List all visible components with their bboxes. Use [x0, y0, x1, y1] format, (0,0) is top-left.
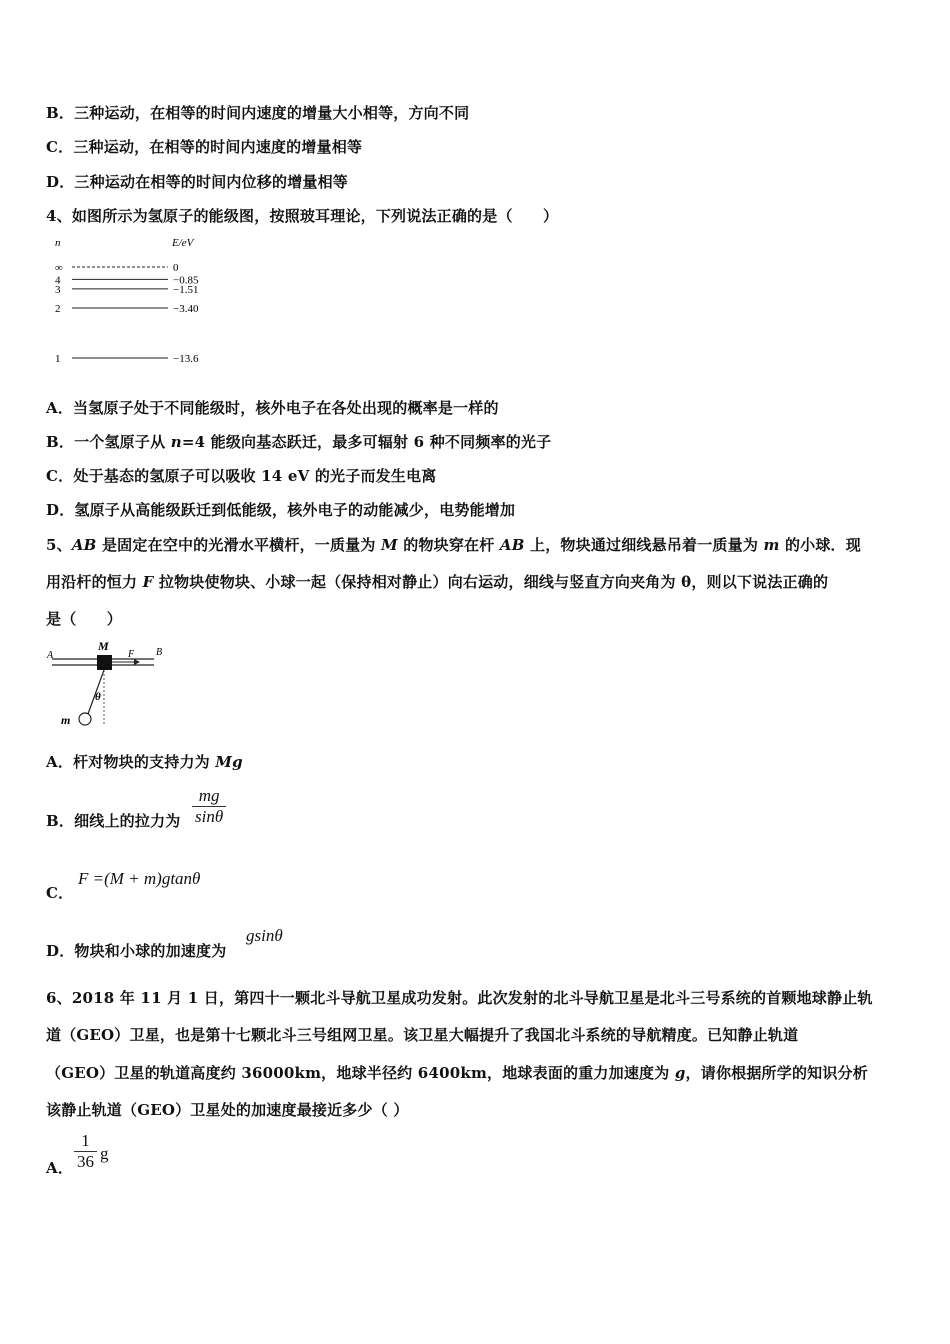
level-energy-label: 0	[173, 262, 179, 274]
q6-text: ，请你根据所学的知识分析	[685, 1064, 868, 1082]
q3-option-d: D．三种运动在相等的时间内位移的增量相等	[46, 173, 349, 191]
block-label: M	[98, 639, 109, 653]
level-n-label: 2	[55, 303, 61, 315]
q6-stem-line3	[46, 1062, 868, 1083]
q5-var-f: F	[142, 573, 154, 591]
q4-option-d: D．氢原子从高能级跃迁到低能级，核外电子的动能减少，电势能增加	[46, 501, 516, 519]
q5-text: 是固定在空中的光滑水平横杆，一质量为	[96, 536, 382, 554]
fraction-numerator: mg	[198, 786, 220, 805]
q4-stem: 4、如图所示为氢原子的能级图，按照玻耳理论，下列说法正确的是（ ）	[46, 207, 559, 225]
q5-option-a	[46, 751, 243, 772]
q5-option-a-text: A．杆对物块的支持力为	[46, 753, 216, 771]
q5-var-ab: AB	[71, 536, 97, 554]
level-n-label: 3	[55, 283, 61, 296]
force-arrow-icon	[134, 659, 140, 665]
q5-text: 上，物块通过细线悬吊着一质量为	[524, 536, 764, 554]
q5-text: 的物块穿在杆	[397, 536, 500, 554]
point-a-label: A	[47, 650, 54, 661]
energy-level-diagram	[50, 234, 225, 372]
level-n-label: 4	[55, 274, 61, 287]
q5-option-b-fraction	[192, 786, 226, 827]
q3-option-c: C．三种运动，在相等的时间内速度的增量相等	[46, 138, 363, 156]
q5-option-a-var: Mg	[215, 753, 243, 771]
block-m	[97, 655, 112, 670]
n-axis-label: n	[55, 237, 61, 249]
q5-text: 5、	[46, 536, 72, 554]
q4-option-a: A．当氢原子处于不同能级时，核外电子在各处出现的概率是一样的	[46, 399, 499, 417]
q5-stem-line1	[46, 534, 861, 555]
q4-option-c: C．处于基态的氢原子可以吸收 14 eV 的光子而发生电离	[46, 467, 437, 485]
force-label: F	[128, 649, 135, 660]
q6-stem-line1: 6、2018 年 11 月 1 日，第四十一颗北斗导航卫星成功发射。此次发射的北斗导航卫星是北斗三号系统的首颗地球静止轨	[46, 989, 873, 1007]
q5-stem-line3: 是（ ）	[46, 610, 123, 628]
level-energy-label: −0.85	[173, 274, 199, 287]
q5-option-b: B．细线上的拉力为	[46, 812, 181, 830]
fraction-denominator: 36	[77, 1152, 94, 1171]
level-energy-label: −1.51	[173, 283, 199, 296]
q5-text: 用沿杆的恒力	[46, 573, 143, 591]
q5-var-ab: AB	[499, 536, 525, 554]
fraction-numerator: 1	[81, 1131, 90, 1150]
point-b-label: B	[156, 647, 163, 658]
q6-stem-line2: 道（GEO）卫星，也是第十七颗北斗三号组网卫星。该卫星大幅提升了我国北斗系统的导航精度。已知静止轨道	[46, 1026, 799, 1044]
q6-option-a-fraction	[74, 1131, 97, 1172]
q4-option-b-pre: B．一个氢原子从	[46, 433, 171, 451]
fraction-denominator: sinθ	[195, 807, 224, 826]
rod-block-pendulum-diagram	[44, 638, 174, 733]
theta-label: θ	[95, 691, 101, 703]
q5-option-c-expr: F =(M + m)gtanθ	[78, 869, 201, 888]
energy-axis-label: E/eV	[172, 237, 194, 249]
q5-var-m-small: m	[763, 536, 780, 554]
q3-option-b: B．三种运动，在相等的时间内速度的增量大小相等，方向不同	[46, 104, 470, 122]
q6-stem-line4: 该静止轨道（GEO）卫星处的加速度最接近多少（ ）	[46, 1101, 409, 1119]
level-energy-label: −13.6	[173, 353, 199, 365]
q6-var-g: g	[674, 1064, 686, 1082]
q6-option-a: A．	[46, 1159, 74, 1177]
ball-label: m	[61, 713, 71, 727]
q4-option-b-var: n	[170, 433, 182, 451]
q5-option-d-expr: gsinθ	[246, 926, 283, 945]
level-n-label: 1	[55, 353, 61, 365]
q6-option-a-unit: g	[100, 1144, 109, 1163]
q4-option-b	[46, 431, 551, 452]
q5-option-c: C．	[46, 884, 74, 902]
q5-var-m-big: M	[381, 536, 398, 554]
level-n-label: ∞	[55, 262, 63, 274]
level-energy-label: −3.40	[173, 303, 199, 315]
q5-stem-line2	[46, 571, 828, 592]
q5-option-d: D．物块和小球的加速度为	[46, 942, 227, 960]
ball	[79, 713, 91, 725]
q5-text: 的小球．现	[779, 536, 861, 554]
q6-text: （GEO）卫星的轨道高度约 36000km，地球半径约 6400km，地球表面的重力加速度为	[46, 1064, 675, 1082]
q5-text: 拉物块使物块、小球一起（保持相对静止）向右运动，细线与竖直方向夹角为 θ，则以下说法正确的	[153, 573, 829, 591]
q4-option-b-post: =4 能级向基态跃迁，最多可辐射 6 种不同频率的光子	[181, 433, 552, 451]
